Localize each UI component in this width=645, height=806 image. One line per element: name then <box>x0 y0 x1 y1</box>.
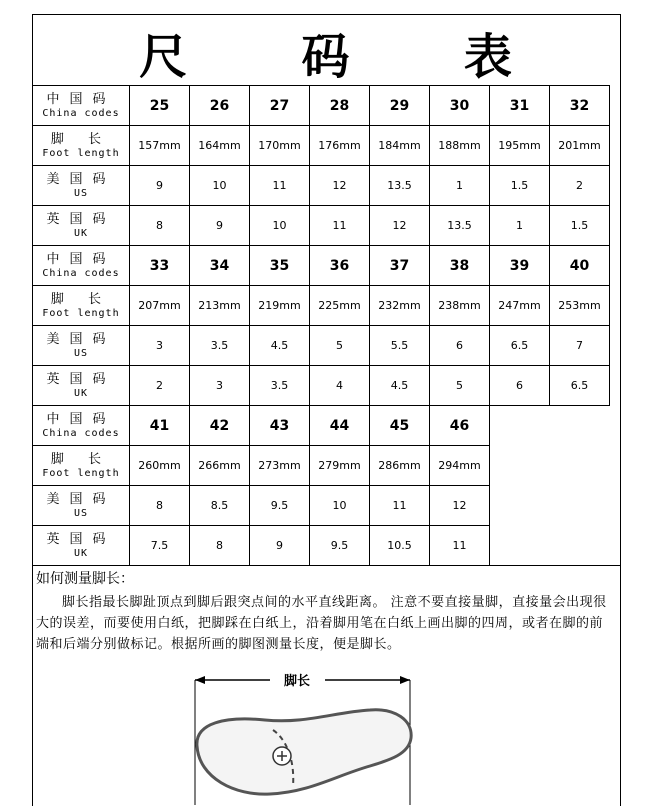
size-cell: 9 <box>250 526 310 566</box>
size-cell: 40 <box>550 246 610 286</box>
row-label-zh: 中国码 <box>46 251 116 267</box>
row-label-en: US <box>73 507 89 519</box>
size-cell: 1 <box>490 206 550 246</box>
empty-cell <box>550 406 610 446</box>
size-cell: 253mm <box>550 286 610 326</box>
row-label <box>33 526 130 566</box>
howto-section <box>36 568 616 655</box>
size-cell: 1.5 <box>550 206 610 246</box>
row-foot <box>33 446 610 486</box>
empty-cell <box>550 446 610 486</box>
empty-cell <box>550 526 610 566</box>
row-label-zh: 脚 长 <box>50 451 112 467</box>
size-cell: 201mm <box>550 126 610 166</box>
size-cell: 10.5 <box>370 526 430 566</box>
foot-measure-diagram <box>185 668 425 805</box>
size-chart-table <box>32 85 610 566</box>
size-cell: 37 <box>370 246 430 286</box>
howto-heading: 如何测量脚长： <box>36 571 134 587</box>
size-cell: 25 <box>130 86 190 126</box>
row-label <box>33 326 130 366</box>
size-cell: 29 <box>370 86 430 126</box>
row-label-en: China codes <box>42 107 120 119</box>
size-cell: 39 <box>490 246 550 286</box>
size-cell: 28 <box>310 86 370 126</box>
size-cell: 8 <box>130 486 190 526</box>
size-cell: 31 <box>490 86 550 126</box>
size-cell: 38 <box>430 246 490 286</box>
row-label-zh: 脚 长 <box>50 131 112 147</box>
size-cell: 164mm <box>190 126 250 166</box>
row-uk <box>33 366 610 406</box>
row-label <box>33 86 130 126</box>
row-label-zh: 中国码 <box>46 91 116 107</box>
size-cell: 45 <box>370 406 430 446</box>
size-cell: 5 <box>310 326 370 366</box>
size-cell: 34 <box>190 246 250 286</box>
size-cell: 2 <box>550 166 610 206</box>
size-cell: 12 <box>430 486 490 526</box>
size-cell: 11 <box>250 166 310 206</box>
size-cell: 36 <box>310 246 370 286</box>
row-label <box>33 166 130 206</box>
size-cell: 188mm <box>430 126 490 166</box>
row-label <box>33 206 130 246</box>
size-cell: 46 <box>430 406 490 446</box>
size-cell: 213mm <box>190 286 250 326</box>
size-cell: 9 <box>190 206 250 246</box>
size-cell: 4 <box>310 366 370 406</box>
row-label-zh: 美国码 <box>46 491 116 507</box>
row-label <box>33 246 130 286</box>
size-cell: 26 <box>190 86 250 126</box>
size-cell: 232mm <box>370 286 430 326</box>
row-label-en: US <box>73 347 89 359</box>
size-cell: 10 <box>190 166 250 206</box>
row-label-zh: 美国码 <box>46 171 116 187</box>
size-cell: 12 <box>310 166 370 206</box>
size-cell: 1.5 <box>490 166 550 206</box>
size-cell: 9.5 <box>310 526 370 566</box>
row-uk <box>33 526 610 566</box>
size-cell: 286mm <box>370 446 430 486</box>
row-label <box>33 406 130 446</box>
row-label <box>33 126 130 166</box>
size-cell: 225mm <box>310 286 370 326</box>
size-cell: 32 <box>550 86 610 126</box>
empty-cell <box>490 406 550 446</box>
size-cell: 27 <box>250 86 310 126</box>
title-char: 表 <box>463 28 512 85</box>
arrow-left-icon <box>195 676 205 684</box>
row-label <box>33 446 130 486</box>
howto-text: 脚长指最长脚趾顶点到脚后跟突点间的水平直线距离。 注意不要直接量脚，直接量会出现很大的误差，而要使用白纸，把脚踩在白纸上，沿着脚用笔在白纸上画出脚的四周，或者在脚的前端和后端分别做标记。根据所画的脚图测量长度，便是脚长。 <box>36 595 607 652</box>
size-cell: 273mm <box>250 446 310 486</box>
size-cell: 184mm <box>370 126 430 166</box>
empty-cell <box>490 446 550 486</box>
size-cell: 8.5 <box>190 486 250 526</box>
size-cell: 9.5 <box>250 486 310 526</box>
empty-cell <box>550 486 610 526</box>
size-cell: 7.5 <box>130 526 190 566</box>
size-cell: 7 <box>550 326 610 366</box>
row-us <box>33 166 610 206</box>
size-cell: 11 <box>310 206 370 246</box>
row-label <box>33 366 130 406</box>
row-label-en: China codes <box>42 267 120 279</box>
size-cell: 6 <box>430 326 490 366</box>
title-char: 尺 <box>139 28 188 85</box>
row-uk <box>33 206 610 246</box>
size-cell: 42 <box>190 406 250 446</box>
size-cell: 13.5 <box>370 166 430 206</box>
divider <box>32 565 620 566</box>
row-label <box>33 286 130 326</box>
size-cell: 3 <box>130 326 190 366</box>
size-cell: 41 <box>130 406 190 446</box>
size-cell: 8 <box>130 206 190 246</box>
row-us <box>33 486 610 526</box>
size-cell: 3 <box>190 366 250 406</box>
row-us <box>33 326 610 366</box>
size-cell: 44 <box>310 406 370 446</box>
size-cell: 3.5 <box>190 326 250 366</box>
row-foot <box>33 286 610 326</box>
size-cell: 6.5 <box>490 326 550 366</box>
title-char: 码 <box>301 28 350 85</box>
size-cell: 5 <box>430 366 490 406</box>
size-cell: 4.5 <box>250 326 310 366</box>
size-cell: 3.5 <box>250 366 310 406</box>
row-label-zh: 英国码 <box>46 531 116 547</box>
size-cell: 4.5 <box>370 366 430 406</box>
row-china <box>33 86 610 126</box>
size-cell: 33 <box>130 246 190 286</box>
row-label-en: UK <box>73 227 89 239</box>
size-cell: 8 <box>190 526 250 566</box>
size-cell: 35 <box>250 246 310 286</box>
row-label-zh: 英国码 <box>46 371 116 387</box>
size-cell: 12 <box>370 206 430 246</box>
size-cell: 10 <box>310 486 370 526</box>
page-title <box>32 20 619 84</box>
row-label-en: Foot length <box>42 307 120 319</box>
size-cell: 176mm <box>310 126 370 166</box>
size-cell: 1 <box>430 166 490 206</box>
row-label-en: China codes <box>42 427 120 439</box>
empty-cell <box>490 526 550 566</box>
size-cell: 30 <box>430 86 490 126</box>
empty-cell <box>490 486 550 526</box>
arrow-right-icon <box>400 676 410 684</box>
row-label-en: Foot length <box>42 467 120 479</box>
size-cell: 266mm <box>190 446 250 486</box>
size-cell: 43 <box>250 406 310 446</box>
row-label-zh: 美国码 <box>46 331 116 347</box>
size-cell: 11 <box>370 486 430 526</box>
row-label-zh: 英国码 <box>46 211 116 227</box>
row-label <box>33 486 130 526</box>
diagram-label: 脚长 <box>283 674 311 689</box>
size-cell: 279mm <box>310 446 370 486</box>
size-cell: 2 <box>130 366 190 406</box>
row-foot <box>33 126 610 166</box>
size-cell: 10 <box>250 206 310 246</box>
size-cell: 6 <box>490 366 550 406</box>
row-china <box>33 406 610 446</box>
size-cell: 157mm <box>130 126 190 166</box>
size-cell: 294mm <box>430 446 490 486</box>
row-label-zh: 中国码 <box>46 411 116 427</box>
size-cell: 238mm <box>430 286 490 326</box>
row-label-zh: 脚 长 <box>50 291 112 307</box>
size-cell: 170mm <box>250 126 310 166</box>
size-cell: 260mm <box>130 446 190 486</box>
size-cell: 219mm <box>250 286 310 326</box>
row-label-en: Foot length <box>42 147 120 159</box>
row-label-en: US <box>73 187 89 199</box>
row-label-en: UK <box>73 387 89 399</box>
size-cell: 247mm <box>490 286 550 326</box>
size-cell: 6.5 <box>550 366 610 406</box>
size-cell: 9 <box>130 166 190 206</box>
size-cell: 195mm <box>490 126 550 166</box>
size-cell: 11 <box>430 526 490 566</box>
size-cell: 13.5 <box>430 206 490 246</box>
foot-outline <box>197 710 411 794</box>
row-label-en: UK <box>73 547 89 559</box>
size-cell: 5.5 <box>370 326 430 366</box>
size-cell: 207mm <box>130 286 190 326</box>
row-china <box>33 246 610 286</box>
